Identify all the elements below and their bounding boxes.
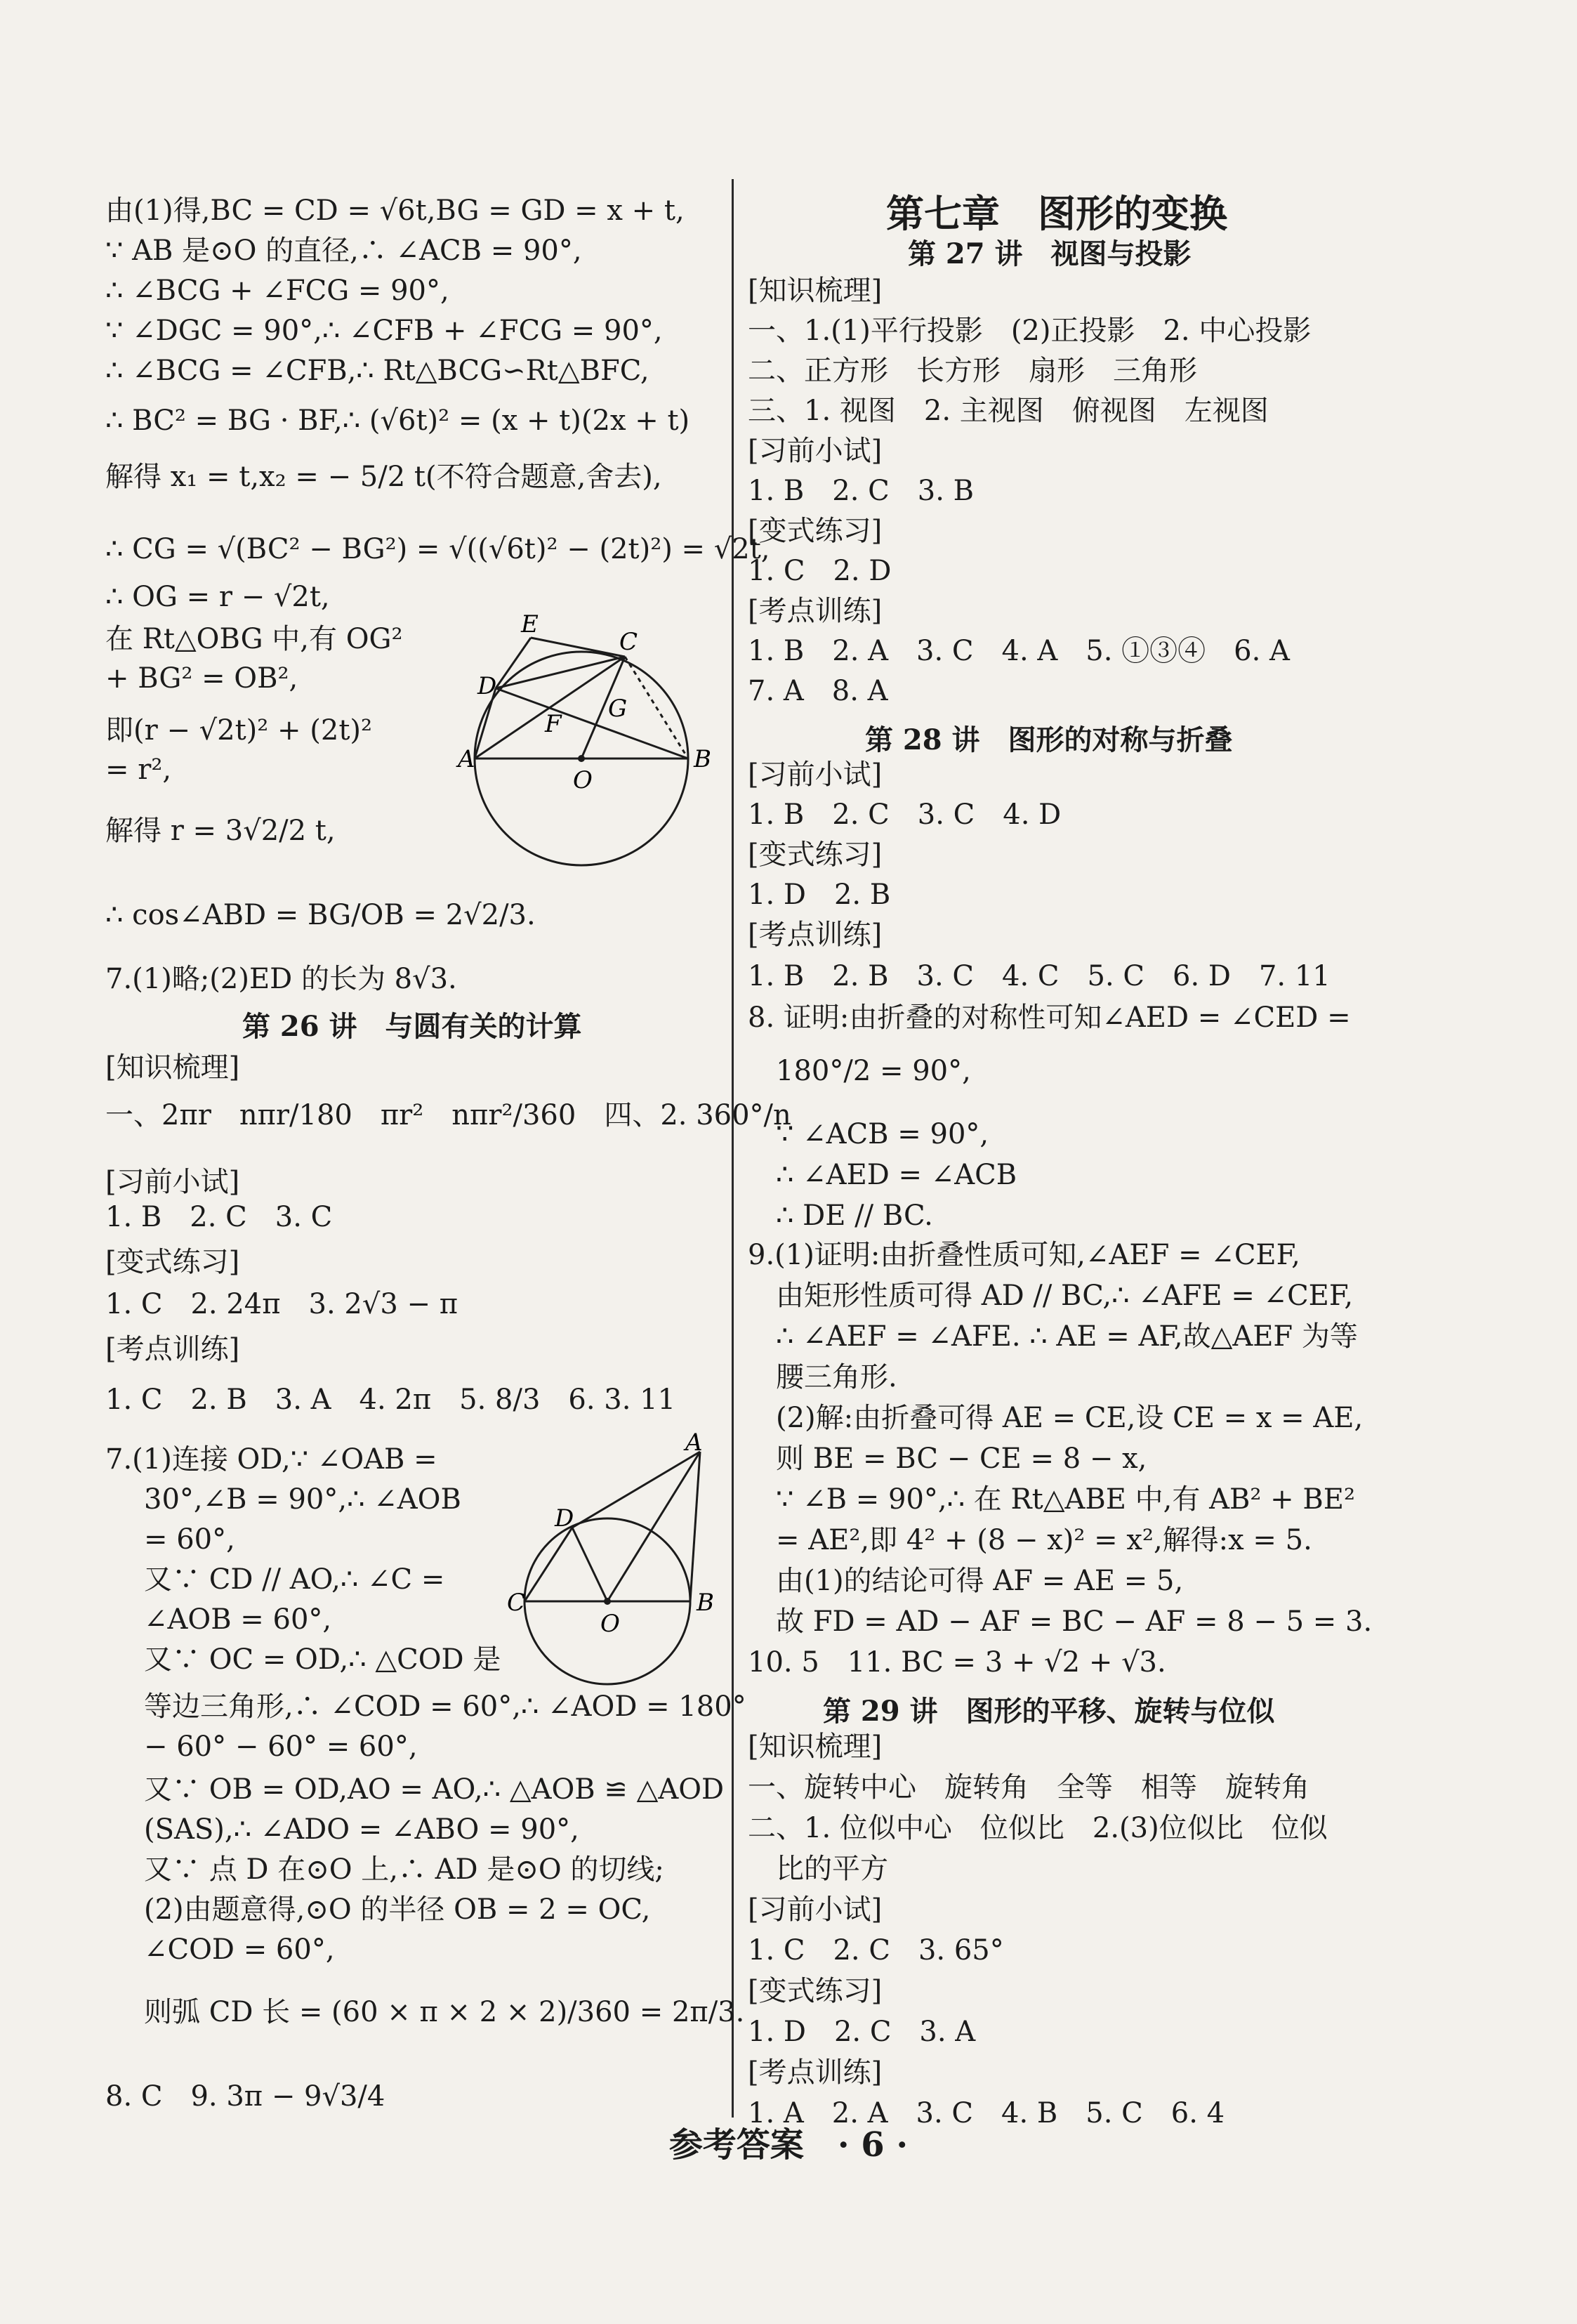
text-line: 1. B 2. B 3. C 4. C 5. C 6. D 7. 11 bbox=[748, 960, 1331, 992]
text-line: [考点训练] bbox=[748, 595, 883, 627]
text-line: 二、正方形 长方形 扇形 三角形 bbox=[748, 355, 1197, 387]
fig1-label: E bbox=[521, 610, 539, 638]
text-line: 由(1)得,BC = CD = √6t,BG = GD = x + t, bbox=[105, 195, 685, 227]
text-line: 7.(1)略;(2)ED 的长为 8√3. bbox=[105, 963, 457, 995]
fig1-label: A bbox=[458, 745, 475, 773]
fig1-label: C bbox=[619, 628, 638, 656]
text-line: 比的平方 bbox=[776, 1853, 888, 1885]
text-line: 1. A 2. A 3. C 4. B 5. C 6. 4 bbox=[748, 2097, 1225, 2129]
text-line: ∴ ∠BCG + ∠FCG = 90°, bbox=[105, 275, 449, 307]
text-line: 7. A 8. A bbox=[748, 675, 888, 707]
text-line: (2)由题意得,⊙O 的半径 OB = 2 = OC, bbox=[144, 1893, 651, 1926]
page-footer: 参考答案 · 6 · bbox=[668, 2125, 909, 2165]
text-line: 在 Rt△OBG 中,有 OG² bbox=[105, 623, 403, 655]
fig2-label: A bbox=[685, 1429, 703, 1457]
text-line: 解得 r = 3√2/2 t, bbox=[105, 815, 336, 847]
text-line: 又∵ CD // AO,∴ ∠C = bbox=[144, 1563, 445, 1596]
chapter-title: 第七章 图形的变换 bbox=[886, 191, 1227, 236]
text-line: 10. 5 11. BC = 3 + √2 + √3. bbox=[748, 1646, 1166, 1679]
fig1-label: O bbox=[573, 766, 593, 794]
fig1-label: B bbox=[694, 745, 711, 773]
text-line: 又∵ OB = OD,AO = AO,∴ △AOB ≌ △AOD bbox=[144, 1773, 725, 1806]
fig1-label: D bbox=[477, 672, 497, 700]
section-label: [变式练习] bbox=[105, 1246, 240, 1278]
text-line: [知识梳理] bbox=[748, 1731, 883, 1763]
column-divider bbox=[732, 179, 734, 2118]
fig2-label: D bbox=[555, 1504, 574, 1532]
text-line: 二、1. 位似中心 位似比 2.(3)位似比 位似 bbox=[748, 1812, 1328, 1844]
text-line: ∵ ∠ACB = 90°, bbox=[776, 1118, 989, 1150]
text-line: = 60°, bbox=[144, 1523, 235, 1556]
text-line: = r², bbox=[105, 754, 172, 786]
text-line: 由(1)的结论可得 AF = AE = 5, bbox=[776, 1565, 1184, 1597]
text-line: 则弧 CD 长 = (60 × π × 2 × 2)/360 = 2π/3. bbox=[144, 1996, 745, 2028]
text-line: 则 BE = BC − CE = 8 − x, bbox=[776, 1443, 1147, 1475]
text-line: 1. C 2. C 3. 65° bbox=[748, 1934, 1004, 1967]
text-line: ∴ ∠AEF = ∠AFE. ∴ AE = AF,故△AEF 为等 bbox=[776, 1320, 1358, 1353]
fig1-label: G bbox=[608, 695, 628, 723]
text-line: = AE²,即 4² + (8 − x)² = x²,解得:x = 5. bbox=[776, 1524, 1312, 1556]
text-line: 1. D 2. B bbox=[748, 879, 891, 911]
text-line: 又∵ OC = OD,∴ △COD 是 bbox=[144, 1643, 501, 1676]
text-line: 180°/2 = 90°, bbox=[776, 1055, 971, 1087]
section-label: [知识梳理] bbox=[105, 1051, 240, 1084]
text-line: 30°,∠B = 90°,∴ ∠AOB bbox=[144, 1483, 461, 1516]
text-line: 1. C 2. D bbox=[748, 555, 892, 587]
text-line: 1. B 2. C 3. C 4. D bbox=[748, 799, 1062, 831]
text-line: 一、旋转中心 旋转角 全等 相等 旋转角 bbox=[748, 1771, 1309, 1804]
text-line: 9.(1)证明:由折叠性质可知,∠AEF = ∠CEF, bbox=[748, 1239, 1300, 1271]
text-line: [习前小试] bbox=[748, 759, 883, 791]
text-line: [考点训练] bbox=[748, 919, 883, 951]
section-label: [考点训练] bbox=[105, 1333, 240, 1365]
geometry-figure-2 bbox=[499, 1429, 723, 1647]
text-line: 故 FD = AD − AF = BC − AF = 8 − 5 = 3. bbox=[776, 1606, 1373, 1638]
text-line: [习前小试] bbox=[748, 1893, 883, 1926]
text-line: 1. C 2. B 3. A 4. 2π 5. 8/3 6. 3. 11 bbox=[105, 1384, 676, 1416]
text-line: 等边三角形,∴ ∠COD = 60°,∴ ∠AOD = 180° bbox=[144, 1691, 746, 1723]
text-line: 解得 x₁ = t,x₂ = − 5/2 t(不符合题意,舍去), bbox=[105, 461, 662, 493]
text-line: ∴ DE // BC. bbox=[776, 1200, 933, 1232]
text-line: ∠COD = 60°, bbox=[144, 1934, 335, 1966]
text-line: 8. C 9. 3π − 9√3/4 bbox=[105, 2080, 385, 2113]
text-line: 7.(1)连接 OD,∵ ∠OAB = bbox=[105, 1443, 437, 1476]
text-line: − 60° − 60° = 60°, bbox=[144, 1731, 418, 1763]
text-line: ∵ AB 是⊙O 的直径,∴ ∠ACB = 90°, bbox=[105, 235, 582, 267]
text-line: 1. D 2. C 3. A bbox=[748, 2016, 976, 2048]
text-line: 1. B 2. C 3. B bbox=[748, 475, 975, 507]
text-line: + BG² = OB², bbox=[105, 662, 298, 695]
text-line: 又∵ 点 D 在⊙O 上,∴ AD 是⊙O 的切线; bbox=[144, 1853, 664, 1886]
section-label: [习前小试] bbox=[105, 1166, 240, 1198]
lecture-26-title: 第 26 讲 与圆有关的计算 bbox=[242, 1010, 582, 1043]
text-line: 腰三角形. bbox=[776, 1361, 897, 1393]
text-line: 三、1. 视图 2. 主视图 俯视图 左视图 bbox=[748, 395, 1269, 427]
fig2-label: B bbox=[697, 1589, 714, 1617]
fig2-label: C bbox=[507, 1589, 526, 1617]
fig2-label: O bbox=[600, 1610, 620, 1638]
text-line: ∵ ∠B = 90°,∴ 在 Rt△ABE 中,有 AB² + BE² bbox=[776, 1483, 1355, 1516]
geometry-figure-1 bbox=[458, 604, 730, 885]
text-line: [习前小试] bbox=[748, 435, 883, 467]
lecture-27-title: 第 27 讲 视图与投影 bbox=[908, 237, 1192, 270]
text-line: ∴ cos∠ABD = BG/OB = 2√2/3. bbox=[105, 899, 536, 931]
text-line: [变式练习] bbox=[748, 1975, 883, 2007]
text-line: (SAS),∴ ∠ADO = ∠ABO = 90°, bbox=[144, 1813, 579, 1846]
text-line: ∴ OG = r − √2t, bbox=[105, 581, 330, 613]
text-line: ∵ ∠DGC = 90°,∴ ∠CFB + ∠FCG = 90°, bbox=[105, 315, 663, 347]
text-line: [变式练习] bbox=[748, 839, 883, 871]
text-line: 1. C 2. 24π 3. 2√3 − π bbox=[105, 1288, 458, 1320]
text-line: 1. B 2. A 3. C 4. A 5. ①③④ 6. A bbox=[748, 635, 1290, 667]
text-line: ∴ CG = √(BC² − BG²) = √((√6t)² − (2t)²) = √2t, bbox=[105, 533, 770, 565]
text-line: 一、1.(1)平行投影 (2)正投影 2. 中心投影 bbox=[748, 315, 1312, 347]
text-line: 1. B 2. C 3. C bbox=[105, 1201, 333, 1233]
text-line: ∠AOB = 60°, bbox=[144, 1603, 332, 1636]
text-line: [知识梳理] bbox=[748, 275, 883, 307]
text-line: 即(r − √2t)² + (2t)² bbox=[105, 714, 373, 747]
lecture-28-title: 第 28 讲 图形的对称与折叠 bbox=[865, 723, 1233, 756]
text-line: 8. 证明:由折叠的对称性可知∠AED = ∠CED = bbox=[748, 1002, 1351, 1034]
text-line: [考点训练] bbox=[748, 2056, 883, 2089]
fig1-label: F bbox=[545, 710, 562, 738]
text-line: [变式练习] bbox=[748, 515, 883, 547]
text-line: ∴ ∠AED = ∠ACB bbox=[776, 1159, 1017, 1191]
text-line: ∴ ∠BCG = ∠CFB,∴ Rt△BCG∽Rt△BFC, bbox=[105, 355, 649, 387]
text-line: 一、2πr nπr/180 πr² nπr²/360 四、2. 360°/n bbox=[105, 1099, 791, 1131]
lecture-29-title: 第 29 讲 图形的平移、旋转与位似 bbox=[823, 1695, 1275, 1728]
text-line: ∴ BC² = BG · BF,∴ (√6t)² = (x + t)(2x + t) bbox=[105, 405, 690, 437]
text-line: (2)解:由折叠可得 AE = CE,设 CE = x = AE, bbox=[776, 1402, 1364, 1434]
text-line: 由矩形性质可得 AD // BC,∴ ∠AFE = ∠CEF, bbox=[776, 1280, 1354, 1312]
